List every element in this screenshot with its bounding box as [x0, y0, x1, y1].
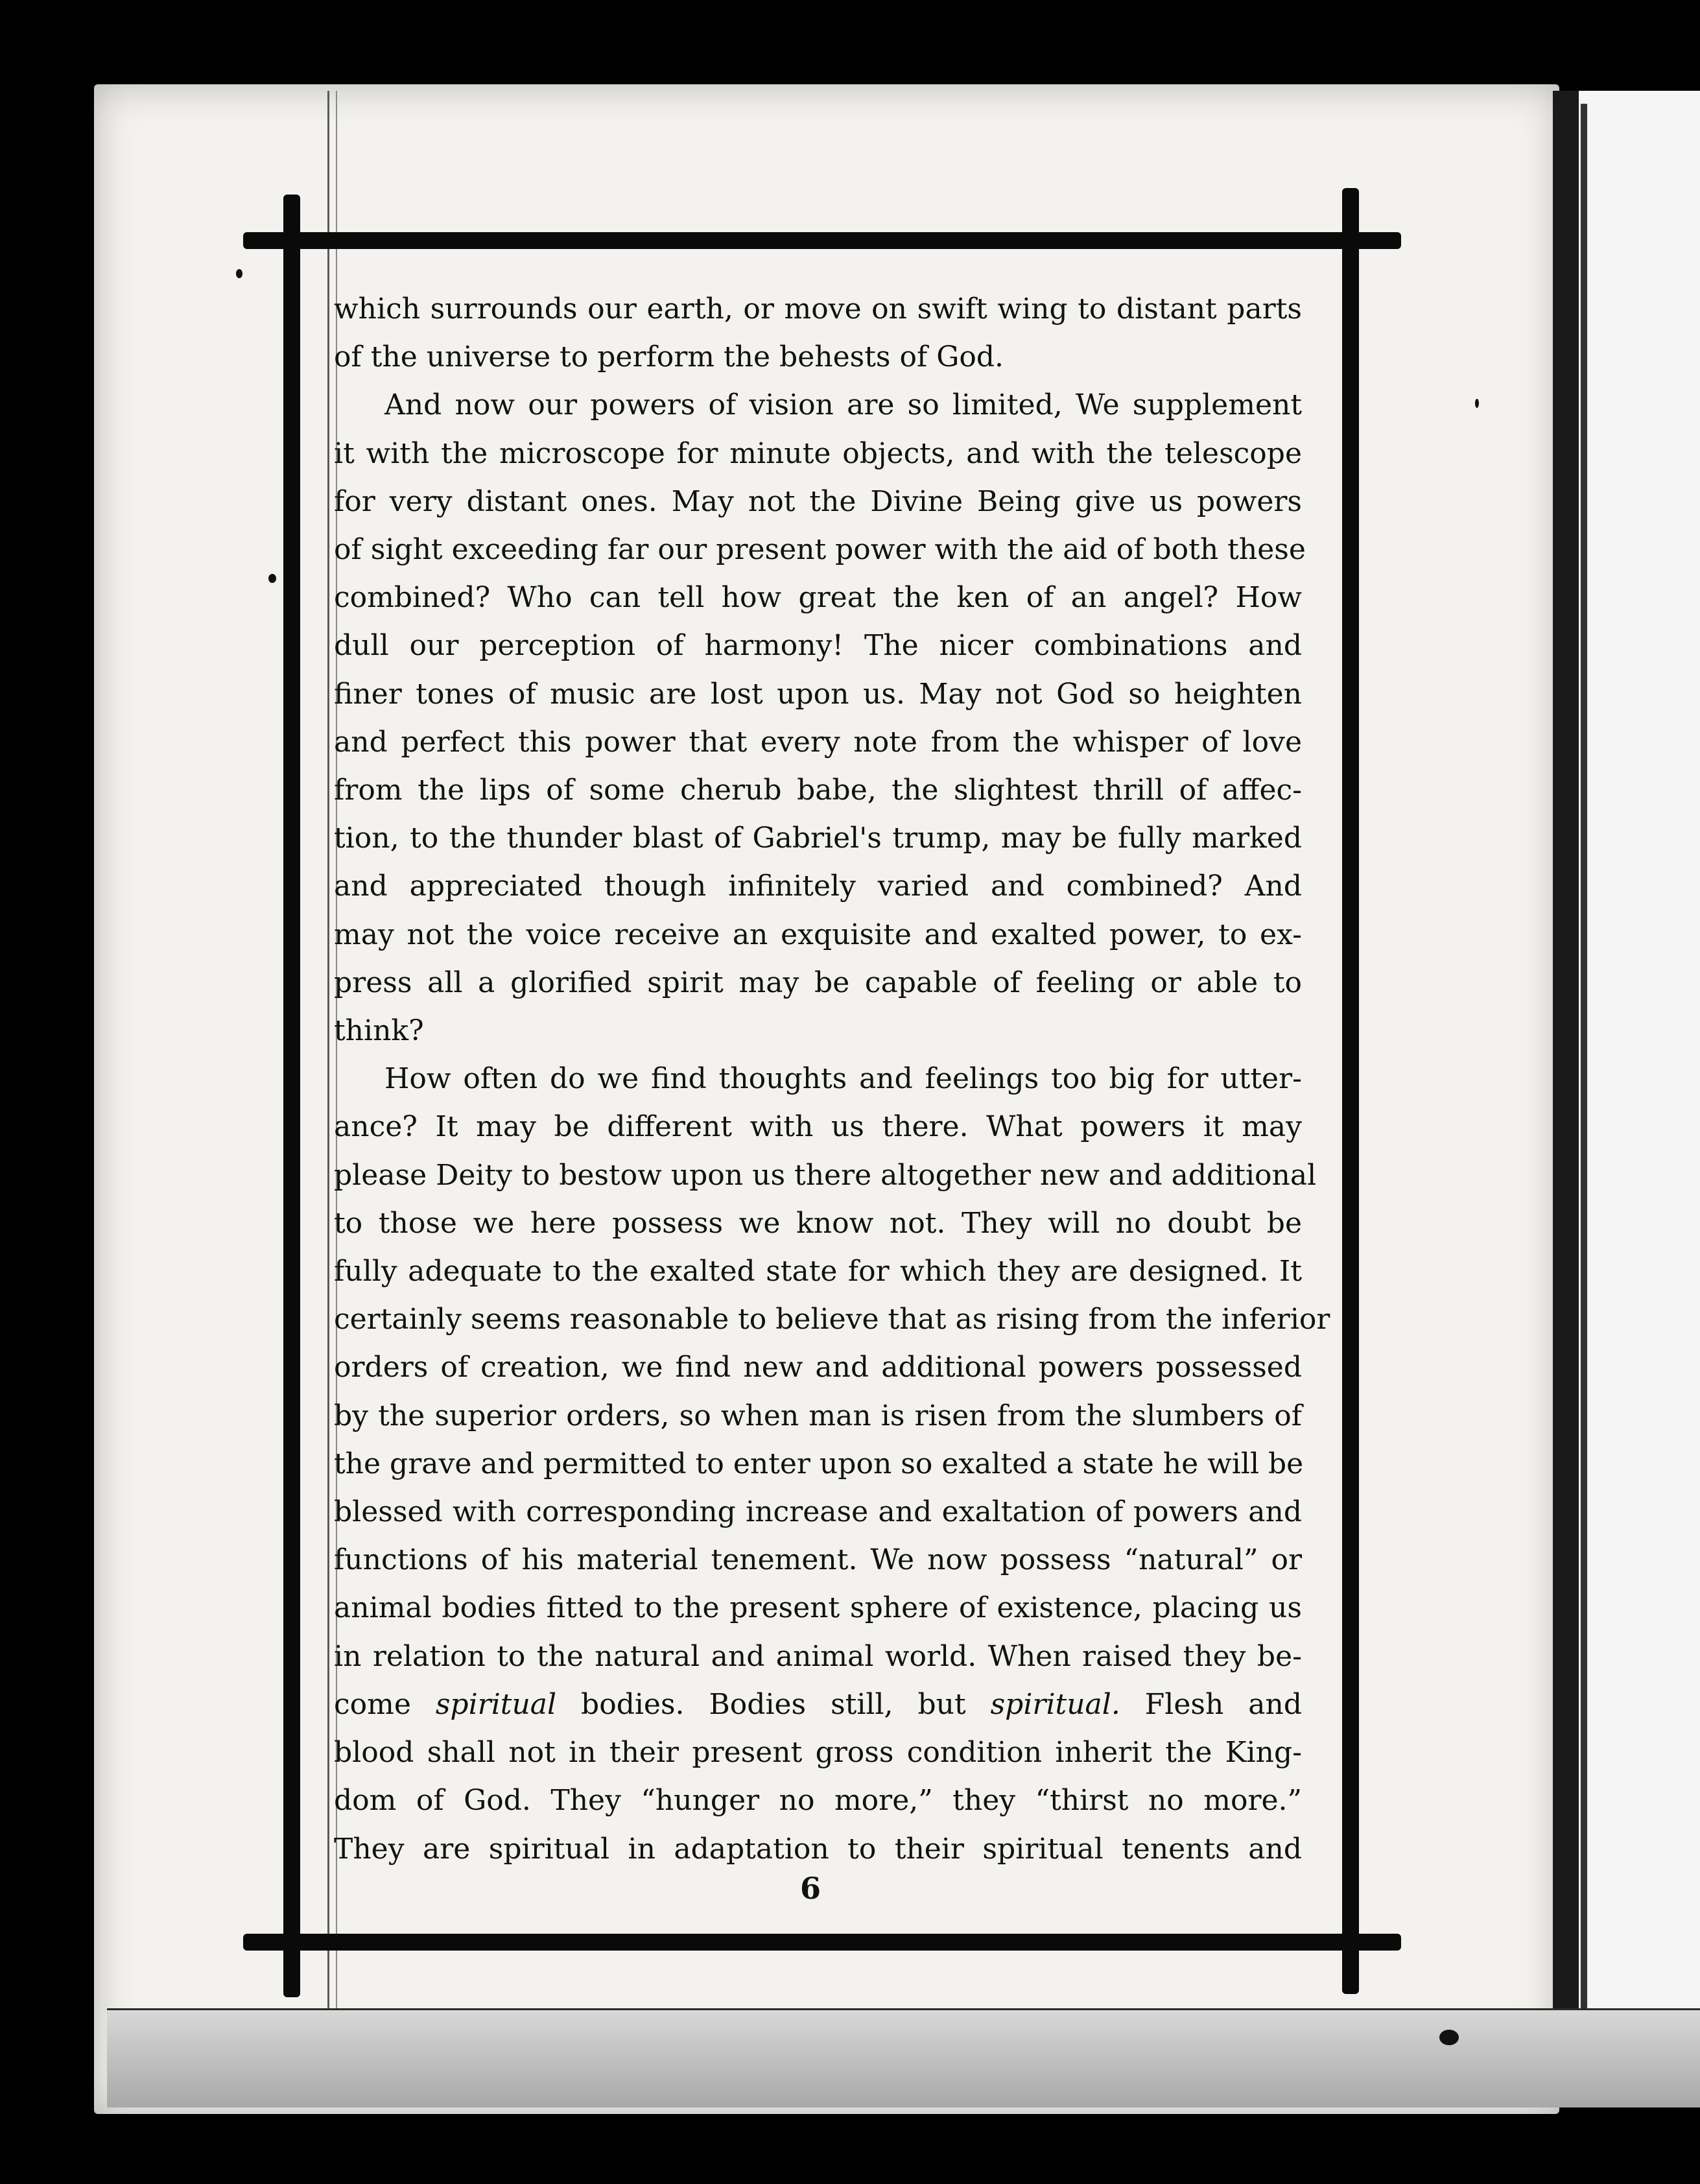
text-line: ance? It may be different with us there. What powers it may	[334, 1110, 1302, 1144]
text-line: think?	[334, 1014, 424, 1048]
text-line: from the lips of some cherub babe, the slightest thrill of affec-	[334, 774, 1302, 807]
page-bottom-line	[107, 2008, 1700, 2010]
text-line: in relation to the natural and animal world. When raised they be-	[334, 1639, 1302, 1673]
border-rule-left	[283, 195, 300, 1997]
adjacent-page-edge	[1581, 104, 1587, 2049]
text-line-with-italics	[334, 1681, 1302, 1729]
ink-speck	[1475, 399, 1479, 408]
paragraph-1	[334, 285, 1302, 381]
text-line: and appreciated though infinitely varied and combined? And	[334, 870, 1302, 903]
text-line: of the universe to perform the behests of God.	[334, 340, 1004, 374]
text-line: tion, to the thunder blast of Gabriel's trump, may be fully marked	[334, 822, 1302, 855]
binding-line	[327, 91, 329, 2043]
page-bottom-shadow	[107, 2010, 1700, 2107]
text-line: They are spiritual in adaptation to their spiritual tenents and	[334, 1832, 1302, 1866]
border-rule-right	[1342, 188, 1359, 1994]
text-line: of sight exceeding far our present power with the aid of both these	[334, 533, 1306, 567]
italic-word: spiritual.	[990, 1687, 1120, 1721]
text-line: And now our powers of vision are so limited, We supplement	[384, 388, 1302, 422]
italic-word: spiritual	[435, 1687, 557, 1721]
border-rule-top	[243, 232, 1401, 249]
text-line: press all a glorified spirit may be capable of feeling or able to	[334, 966, 1302, 999]
body-text	[334, 285, 1330, 1873]
text-line: blessed with corresponding increase and exaltation of powers and	[334, 1495, 1302, 1529]
text-line: may not the voice receive an exquisite and exalted power, to ex-	[334, 918, 1302, 951]
text-line: fully adequate to the exalted state for which they are designed. It	[334, 1255, 1302, 1288]
text-line: blood shall not in their present gross condition inherit the King-	[334, 1736, 1302, 1770]
text-line: animal bodies fitted to the present sphere of existence, placing us	[334, 1591, 1302, 1625]
text-line: dom of God. They “hunger no more,” they “thirst no more.”	[334, 1784, 1302, 1818]
paragraph-3	[334, 1055, 1330, 1873]
text-line: dull our perception of harmony! The nicer combinations and	[334, 629, 1302, 663]
text-fragment: come	[334, 1687, 411, 1721]
text-line: How often do we find thoughts and feelings too big for utter-	[384, 1062, 1302, 1096]
text-line: functions of his material tenement. We now possess “natural” or	[334, 1543, 1302, 1577]
text-line: and perfect this power that every note from the whisper of love	[334, 725, 1302, 759]
text-line: the grave and permitted to enter upon so exalted a state he will be	[334, 1447, 1304, 1480]
paragraph-2	[334, 381, 1306, 1055]
text-line: which surrounds our earth, or move on swift wing to distant parts	[334, 292, 1302, 326]
adjacent-page-strip	[1579, 91, 1700, 2107]
page-number: 6	[799, 1871, 821, 1906]
text-line: by the superior orders, so when man is risen from the slumbers of	[334, 1399, 1302, 1432]
page-right-edge	[1553, 91, 1579, 2107]
ink-speck	[1439, 2030, 1459, 2045]
text-line: for very distant ones. May not the Divine Being give us powers	[334, 484, 1302, 518]
ink-speck	[236, 269, 242, 278]
text-line: orders of creation, we find new and additional powers possessed	[334, 1351, 1302, 1384]
text-line: to those we here possess we know not. They will no doubt be	[334, 1206, 1302, 1240]
text-line: certainly seems reasonable to believe that as rising from the inferior	[334, 1303, 1330, 1336]
text-fragment: Flesh and	[1144, 1687, 1302, 1721]
border-rule-bottom	[243, 1934, 1401, 1951]
text-line: finer tones of music are lost upon us. May not God so heighten	[334, 677, 1302, 711]
text-line: it with the microscope for minute objects, and with the telescope	[334, 436, 1302, 470]
ink-speck	[268, 574, 276, 583]
text-line: combined? Who can tell how great the ken of an angel? How	[334, 581, 1302, 615]
text-fragment: bodies. Bodies still, but	[581, 1687, 966, 1721]
text-line: please Deity to bestow upon us there altogether new and additional	[334, 1158, 1317, 1192]
